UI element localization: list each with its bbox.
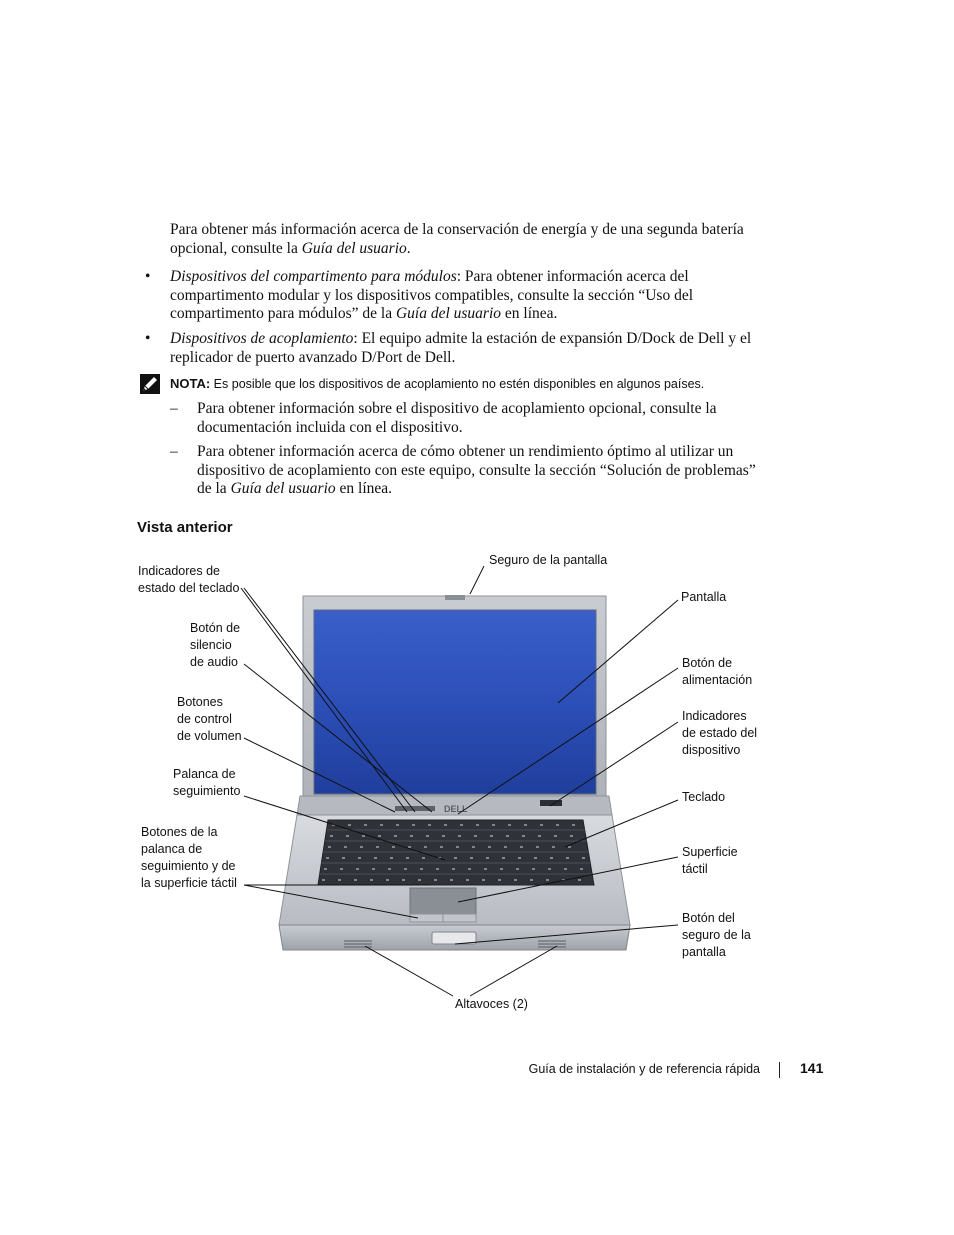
callout-speakers: Altavoces (2) <box>455 997 528 1011</box>
footer-separator <box>779 1062 780 1078</box>
key-legend <box>488 846 491 848</box>
key-legend <box>454 857 457 859</box>
key-legend <box>538 835 541 837</box>
key-legend <box>550 857 553 859</box>
callout-line: Indicadores de <box>138 564 221 578</box>
key-legend <box>498 879 501 881</box>
callout-display-latch-button <box>682 910 751 961</box>
key-legend <box>502 857 505 859</box>
key-legend <box>540 824 543 826</box>
key-legend <box>346 835 349 837</box>
key-legend <box>548 868 551 870</box>
key-legend <box>358 857 361 859</box>
callout-line: Botones de la <box>141 825 218 839</box>
key-legend <box>516 868 519 870</box>
key-legend <box>506 835 509 837</box>
key-legend <box>522 835 525 837</box>
key-legend <box>468 868 471 870</box>
intro-italic: Guía del usuario <box>301 239 407 257</box>
callout-line: Palanca de <box>173 767 236 781</box>
key-legend <box>406 857 409 859</box>
key-legend <box>554 835 557 837</box>
callout-line: Botón de <box>682 656 733 670</box>
footer-title: Guía de instalación y de referencia rápida <box>528 1062 760 1076</box>
callout-display-latch: Seguro de la pantalla <box>489 553 608 567</box>
key-legend <box>436 868 439 870</box>
key-legend <box>444 824 447 826</box>
callout-line: pantalla <box>682 945 726 959</box>
key-legend <box>564 868 567 870</box>
callout-line: de control <box>177 712 232 726</box>
key-legend <box>514 879 517 881</box>
callout-track-stick <box>173 766 240 800</box>
display-latch <box>445 595 465 600</box>
key-legend <box>484 868 487 870</box>
key-legend <box>330 835 333 837</box>
key-legend <box>520 846 523 848</box>
key-legend <box>420 868 423 870</box>
key-legend <box>434 879 437 881</box>
callout-power-button <box>682 655 752 689</box>
key-legend <box>486 857 489 859</box>
callout-mute-button <box>190 620 240 671</box>
callout-line: Indicadores <box>682 709 747 723</box>
callout-device-status-lights <box>682 708 757 759</box>
callout-line: seguimiento y de <box>141 859 236 873</box>
callout-line: de estado del <box>682 726 758 740</box>
key-legend <box>456 846 459 848</box>
callout-line: Pantalla <box>681 590 727 604</box>
callout-line: Botones <box>177 695 223 709</box>
laptop-screen <box>314 610 596 794</box>
key-legend <box>404 868 407 870</box>
key-legend <box>428 824 431 826</box>
key-legend <box>348 824 351 826</box>
key-legend <box>370 879 373 881</box>
bullet-end: en línea. <box>501 305 558 322</box>
key-legend <box>530 879 533 881</box>
key-legend <box>440 846 443 848</box>
bullet-text: : El equipo admite la estación de expansión D/Dock de Dell y el replicador de puerto avanzado D/Port de Dell. <box>170 330 752 366</box>
key-legend <box>492 824 495 826</box>
key-legend <box>394 835 397 837</box>
callout-volume-buttons <box>177 694 242 745</box>
key-legend <box>536 846 539 848</box>
dash-marker: – <box>170 443 178 460</box>
callout-touchpad <box>682 844 738 878</box>
key-legend <box>418 879 421 881</box>
callout-line: Superficie <box>682 845 738 859</box>
key-legend <box>356 868 359 870</box>
key-legend <box>566 857 569 859</box>
key-legend <box>410 835 413 837</box>
key-legend <box>354 879 357 881</box>
laptop-touchpad <box>410 888 476 914</box>
key-legend <box>372 868 375 870</box>
subitem-text: Para obtener información acerca de cómo obtener un rendimiento óptimo al utilizar un dispositivo de acoplamiento con este equipo, consulte la sección “Solución de problemas” de la <box>197 443 756 497</box>
key-legend <box>546 879 549 881</box>
callout-line: Botón del <box>682 911 735 925</box>
key-legend <box>364 824 367 826</box>
key-legend <box>482 879 485 881</box>
key-legend <box>442 835 445 837</box>
key-legend <box>450 879 453 881</box>
callout-line: palanca de <box>141 842 203 856</box>
key-legend <box>458 835 461 837</box>
callout-line: seguro de la <box>682 928 751 942</box>
key-legend <box>552 846 555 848</box>
note-label: NOTA: <box>170 376 211 391</box>
key-legend <box>556 824 559 826</box>
key-legend <box>500 868 503 870</box>
key-legend <box>374 857 377 859</box>
key-legend <box>378 835 381 837</box>
callout-line: Botón de <box>190 621 241 635</box>
key-legend <box>362 835 365 837</box>
key-legend <box>578 879 581 881</box>
page-number: 141 <box>800 1060 824 1076</box>
key-legend <box>524 824 527 826</box>
key-legend <box>580 868 583 870</box>
bullet-italic-2: Guía del usuario <box>395 305 502 322</box>
key-legend <box>326 857 329 859</box>
key-legend <box>360 846 363 848</box>
key-legend <box>534 857 537 859</box>
note-text: Es posible que los dispositivos de acoplamiento no estén disponibles en algunos países. <box>210 377 705 391</box>
key-legend <box>324 868 327 870</box>
bullet-marker: • <box>145 330 151 347</box>
key-legend <box>532 868 535 870</box>
screen-logo: DELL <box>444 804 468 814</box>
callout-line: de audio <box>190 655 238 669</box>
bullet-marker: • <box>145 268 151 285</box>
key-legend <box>380 824 383 826</box>
subitem-end: en línea. <box>335 480 393 497</box>
key-legend <box>508 824 511 826</box>
key-legend <box>474 835 477 837</box>
key-legend <box>452 868 455 870</box>
callout-line: de volumen <box>177 729 242 743</box>
key-legend <box>460 824 463 826</box>
callout-track-stick-touchpad-buttons <box>141 824 237 892</box>
key-legend <box>402 879 405 881</box>
section-heading: Vista anterior <box>137 519 233 536</box>
key-legend <box>408 846 411 848</box>
key-legend <box>376 846 379 848</box>
bullet-text: : Para obtener información acerca del compartimento modular y los dispositivos compatibles, consulte la sección “Uso del compartimento para módulos” de la <box>170 268 694 322</box>
key-legend <box>338 879 341 881</box>
key-legend <box>340 868 343 870</box>
callout-line: táctil <box>682 862 708 876</box>
key-legend <box>568 846 571 848</box>
key-legend <box>570 835 573 837</box>
key-legend <box>582 857 585 859</box>
intro-end: . <box>406 239 411 257</box>
key-legend <box>390 857 393 859</box>
callout-line: dispositivo <box>682 743 741 757</box>
key-legend <box>396 824 399 826</box>
callout-display <box>681 589 726 606</box>
key-legend <box>412 824 415 826</box>
callout-keyboard <box>682 789 725 806</box>
key-legend <box>426 835 429 837</box>
key-legend <box>504 846 507 848</box>
key-legend <box>424 846 427 848</box>
bullet-italic: Dispositivos de acoplamiento <box>170 330 354 347</box>
callout-line: estado del teclado <box>138 581 240 595</box>
key-legend <box>386 879 389 881</box>
subitem-text: Para obtener información sobre el dispositivo de acoplamiento opcional, consulte la documentación incluida con el dispositivo. <box>197 400 717 436</box>
key-legend <box>328 846 331 848</box>
callout-line: alimentación <box>682 673 753 687</box>
key-legend <box>518 857 521 859</box>
key-legend <box>472 846 475 848</box>
intro-text: Para obtener más información acerca de la conservación de energía y de una segunda batería opcional, consulte la <box>170 221 744 257</box>
dash-marker: – <box>170 400 178 417</box>
callout-line: silencio <box>190 638 232 652</box>
latch-button <box>432 932 476 944</box>
key-legend <box>322 879 325 881</box>
key-legend <box>572 824 575 826</box>
key-legend <box>466 879 469 881</box>
bullet-italic: Dispositivos del compartimento para módulos <box>170 268 457 285</box>
key-legend <box>342 857 345 859</box>
callout-line: la superficie táctil <box>141 876 237 890</box>
key-legend <box>422 857 425 859</box>
key-legend <box>490 835 493 837</box>
key-legend <box>392 846 395 848</box>
key-legend <box>388 868 391 870</box>
callout-keyboard-status-lights <box>138 563 239 597</box>
key-legend <box>476 824 479 826</box>
callout-line: seguimiento <box>173 784 241 798</box>
callout-line: Teclado <box>682 790 726 804</box>
key-legend <box>344 846 347 848</box>
subitem-italic: Guía del usuario <box>230 480 336 497</box>
key-legend <box>470 857 473 859</box>
